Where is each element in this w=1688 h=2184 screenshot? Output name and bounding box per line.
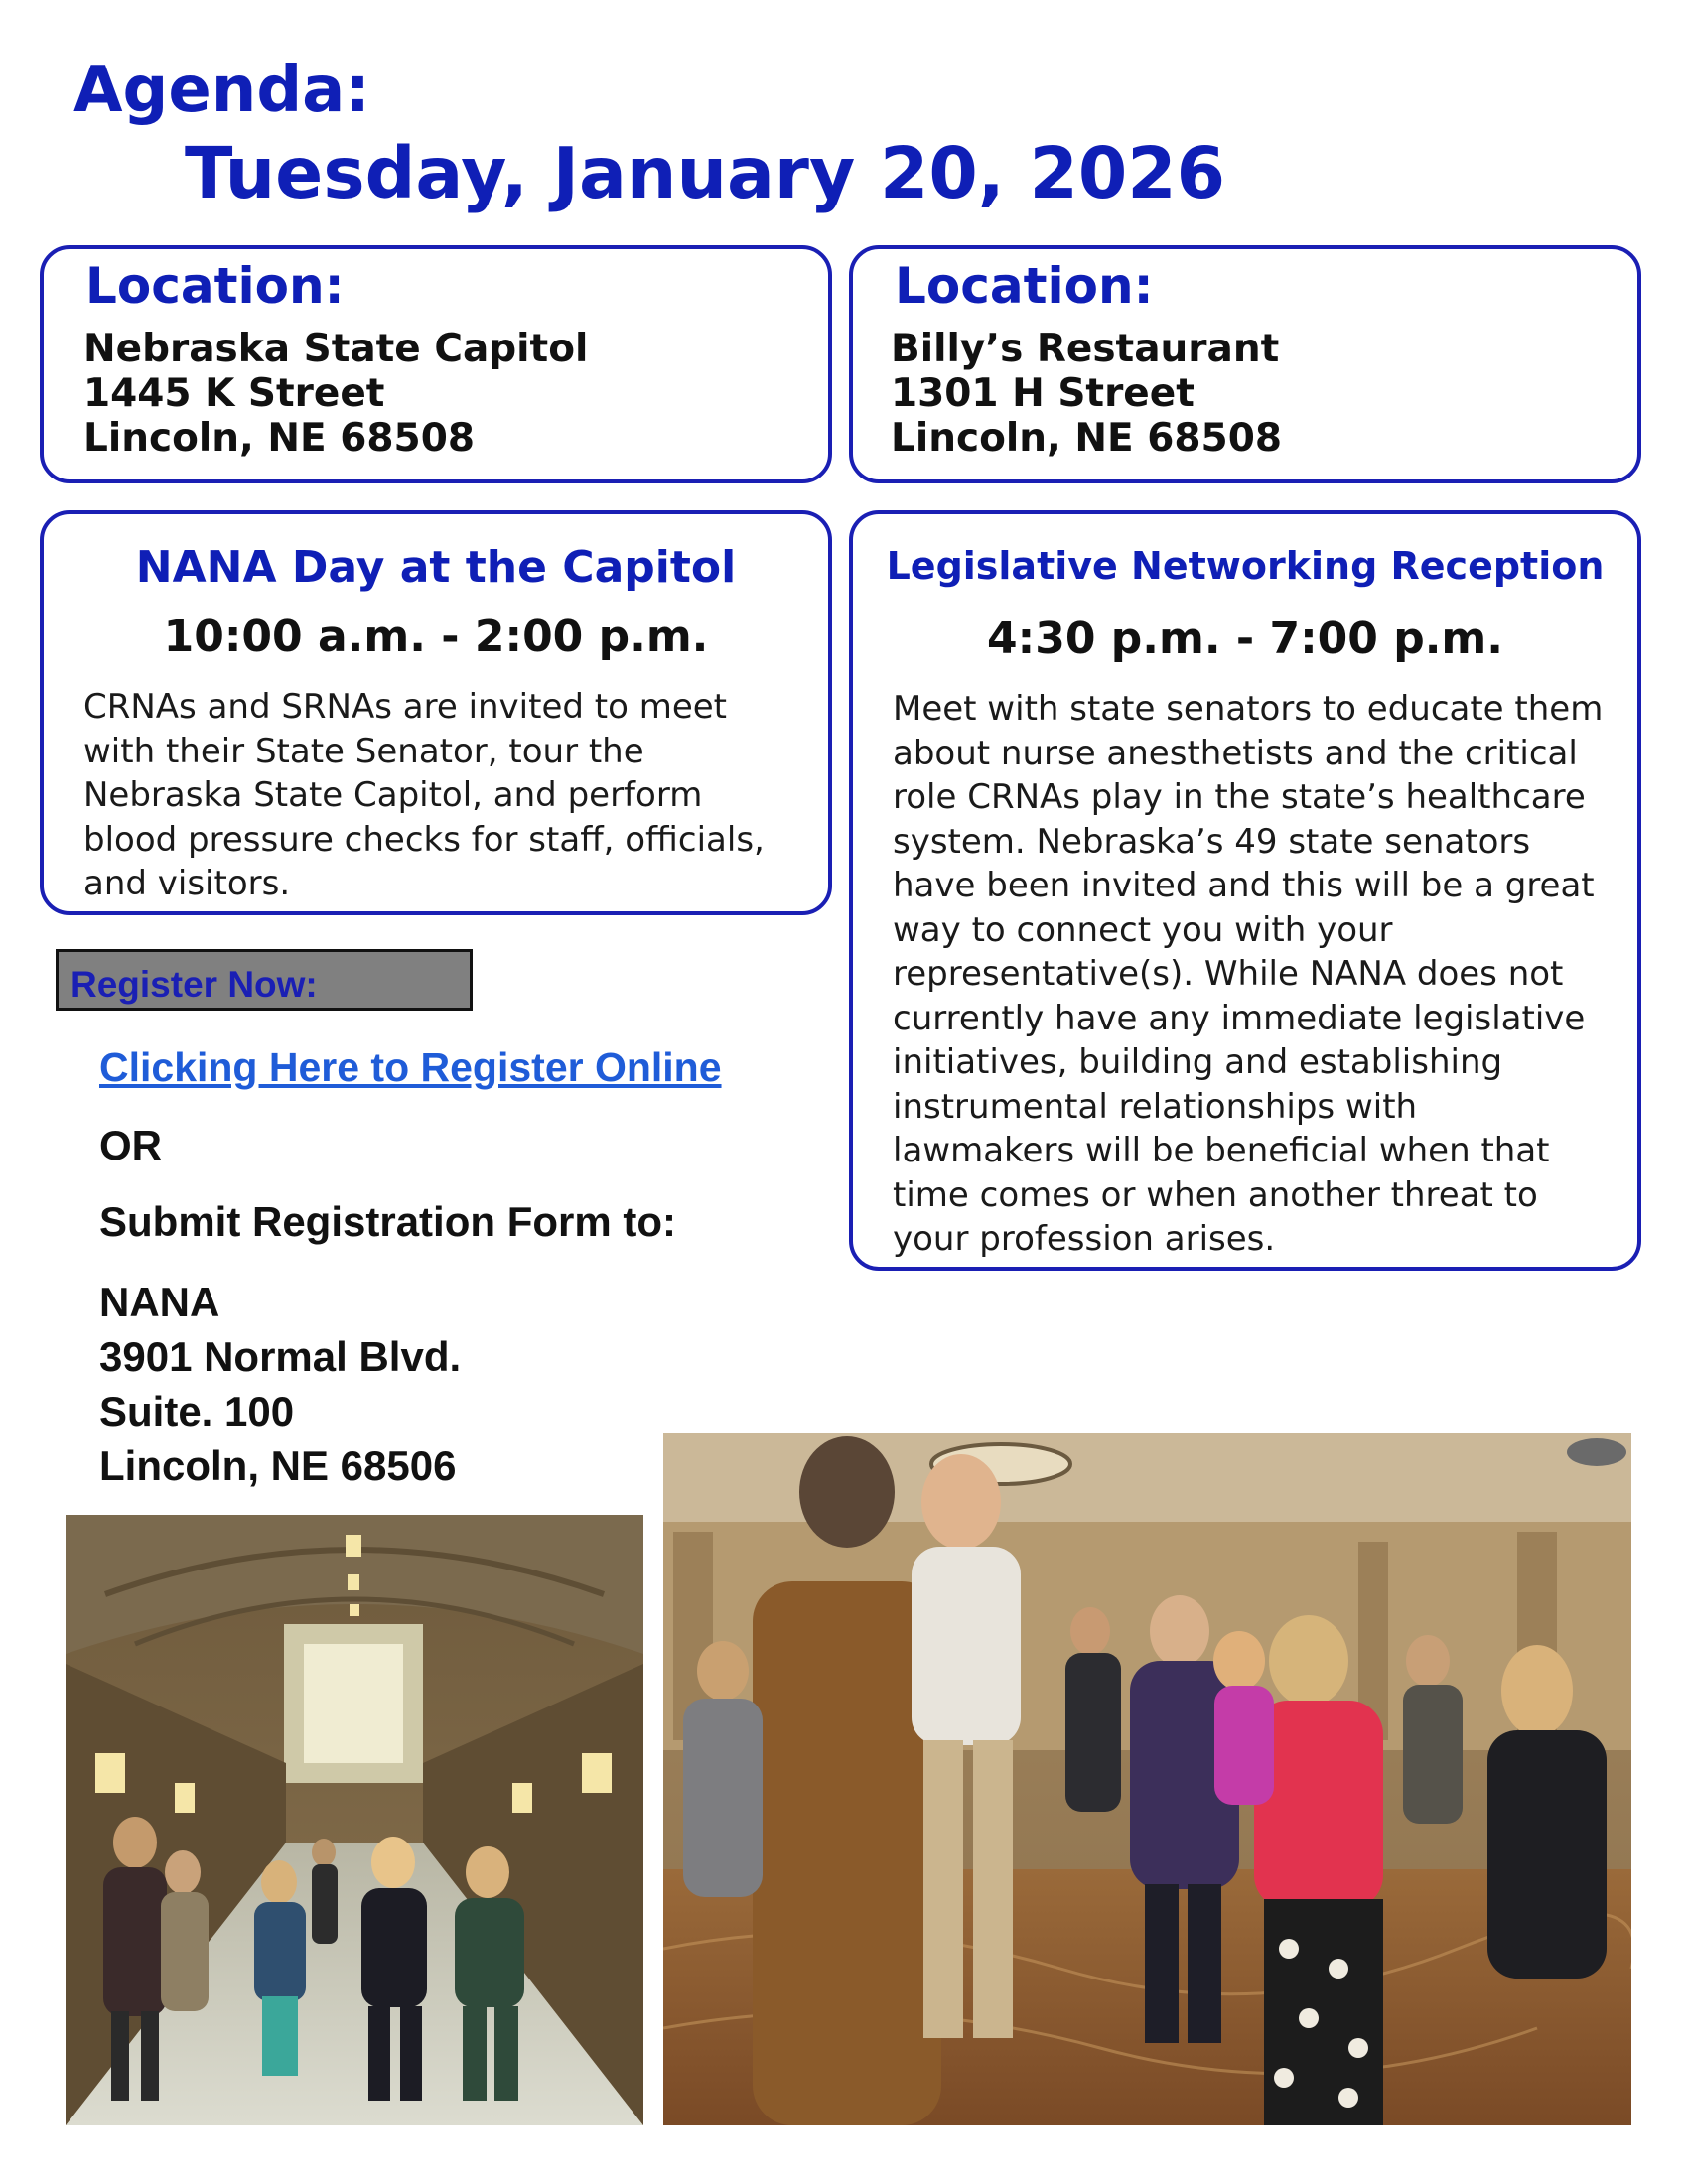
address-line: Lincoln, NE 68508 <box>891 416 1282 461</box>
location-box-capitol <box>40 245 832 483</box>
networking-reception-photo <box>663 1433 1631 2125</box>
location-box-restaurant <box>849 245 1641 483</box>
address-line: 3901 Normal Blvd. <box>99 1333 462 1380</box>
address-line: Billy’s Restaurant <box>891 327 1280 371</box>
event-box-reception <box>849 510 1641 1271</box>
submit-form-text: Submit Registration Form to: <box>99 1198 676 1245</box>
event-time: 4:30 p.m. - 7:00 p.m. <box>987 614 1503 664</box>
location-address <box>83 327 588 461</box>
address-line: 1445 K Street <box>83 371 385 416</box>
mailing-address <box>99 1275 461 1493</box>
event-description: Meet with state senators to educate them about nurse anesthetists and the critical role CRNAs play in the state’s healthcare system. Nebraska’s 49 state senators have been invited and this will be a great way to connect you with your representative(s). While NANA does not currently have any immediate legislative initiatives, building and establishing instrumental relationships with lawmakers will be beneficial when that time comes or when another threat to your profession arises. <box>893 689 1604 1259</box>
event-description: CRNAs and SRNAs are invited to meet with their State Senator, tour the Nebraska State Capitol, and perform blood pressure checks for staff, officials, and visitors. <box>83 687 765 903</box>
event-box-capitol-day <box>40 510 832 915</box>
address-line: 1301 H Street <box>891 371 1195 416</box>
address-line: NANA <box>99 1279 220 1325</box>
capitol-hallway-photo <box>66 1515 643 2125</box>
location-label: Location: <box>895 257 1154 315</box>
register-now-heading: Register Now: <box>56 949 473 1011</box>
or-text: OR <box>99 1122 162 1168</box>
event-time: 10:00 a.m. - 2:00 p.m. <box>163 612 709 662</box>
address-line: Suite. 100 <box>99 1388 295 1434</box>
address-line: Nebraska State Capitol <box>83 327 589 371</box>
location-label: Location: <box>85 257 345 315</box>
agenda-heading: Agenda: <box>73 54 370 127</box>
address-line: Lincoln, NE 68506 <box>99 1442 457 1489</box>
event-title: Legislative Networking Reception <box>886 544 1605 588</box>
event-title: NANA Day at the Capitol <box>135 542 737 593</box>
register-online-link[interactable]: Clicking Here to Register Online <box>99 1044 722 1090</box>
location-address <box>891 327 1282 461</box>
agenda-date: Tuesday, January 20, 2026 <box>185 132 1226 214</box>
address-line: Lincoln, NE 68508 <box>83 416 475 461</box>
